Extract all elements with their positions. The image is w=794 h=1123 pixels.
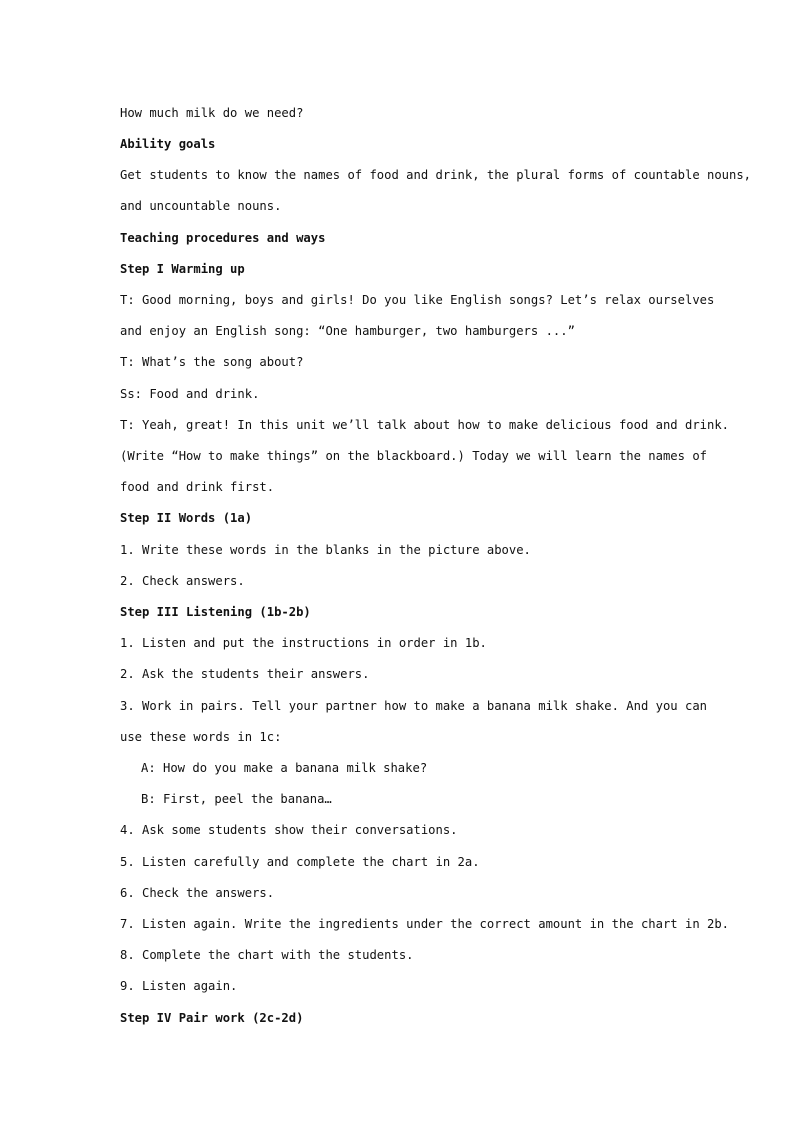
- teaching-procedures-heading: Teaching procedures and ways: [120, 231, 326, 245]
- step-3-item-5: 5. Listen carefully and complete the chart in 2a.: [120, 855, 480, 869]
- dialogue-line-b: B: First, peel the banana…: [141, 792, 332, 806]
- lesson-topic-line: How much milk do we need?: [120, 106, 304, 120]
- step-3-item-9: 9. Listen again.: [120, 979, 238, 993]
- step-1-line-5: T: Yeah, great! In this unit we’ll talk about how to make delicious food and drink.: [120, 418, 730, 432]
- step-1-line-4: Ss: Food and drink.: [120, 387, 260, 401]
- step-1-heading: Step I Warming up: [120, 262, 245, 276]
- ability-goals-text-line-1: Get students to know the names of food and drink, the plural forms of countable nouns,: [120, 168, 752, 182]
- step-3-item-1: 1. Listen and put the instructions in order in 1b.: [120, 636, 487, 650]
- dialogue-line-a: A: How do you make a banana milk shake?: [141, 761, 428, 775]
- step-2-item-2: 2. Check answers.: [120, 574, 245, 588]
- step-3-item-3-line-2: use these words in 1c:: [120, 730, 282, 744]
- step-3-item-2: 2. Ask the students their answers.: [120, 667, 370, 681]
- step-3-item-8: 8. Complete the chart with the students.: [120, 948, 414, 962]
- step-1-line-1: T: Good morning, boys and girls! Do you like English songs? Let’s relax ourselves: [120, 293, 715, 307]
- step-1-line-2: and enjoy an English song: “One hamburger, two hamburgers ...”: [120, 324, 575, 338]
- ability-goals-heading: Ability goals: [120, 137, 216, 151]
- step-2-heading: Step II Words (1a): [120, 511, 253, 525]
- step-3-item-7: 7. Listen again. Write the ingredients under the correct amount in the chart in 2b.: [120, 917, 730, 931]
- step-3-item-6: 6. Check the answers.: [120, 886, 275, 900]
- step-3-heading: Step III Listening (1b-2b): [120, 605, 311, 619]
- ability-goals-text-line-2: and uncountable nouns.: [120, 199, 282, 213]
- step-1-line-6: (Write “How to make things” on the blackboard.) Today we will learn the names of: [120, 449, 707, 463]
- step-3-item-3-line-1: 3. Work in pairs. Tell your partner how to make a banana milk shake. And you can: [120, 699, 707, 713]
- step-2-item-1: 1. Write these words in the blanks in the picture above.: [120, 543, 531, 557]
- step-4-heading: Step IV Pair work (2c-2d): [120, 1011, 304, 1025]
- step-1-line-3: T: What’s the song about?: [120, 355, 304, 369]
- step-3-item-4: 4. Ask some students show their conversations.: [120, 823, 458, 837]
- step-1-line-7: food and drink first.: [120, 480, 275, 494]
